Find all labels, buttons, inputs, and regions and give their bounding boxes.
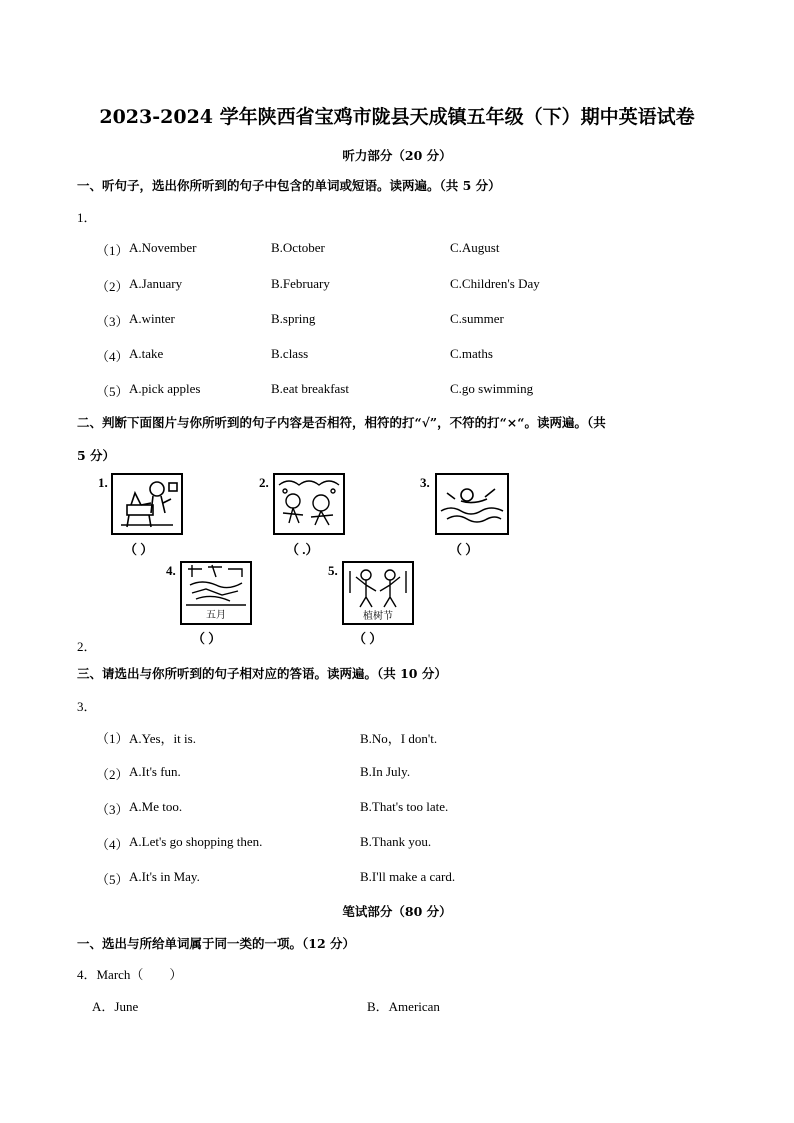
option-b: B.eat breakfast bbox=[271, 381, 349, 396]
picture-caption: 植树节 bbox=[363, 611, 393, 622]
part1-heading: 一、听句子，选出你所听到的句子中包含的单词或短语。读两遍。（共 5 分） bbox=[77, 178, 501, 193]
answer-parentheses[interactable]: （ ） bbox=[449, 542, 479, 557]
option-a: A.winter bbox=[129, 311, 175, 326]
option-a: A．June bbox=[92, 999, 139, 1014]
item-number: （3） bbox=[96, 802, 129, 817]
option-b: B.October bbox=[271, 240, 325, 255]
exam-title: 2023-2024 学年陕西省宝鸡市陇县天成镇五年级（下）期中英语试卷 bbox=[99, 106, 695, 128]
picture-label: 5. bbox=[328, 563, 338, 578]
question-number: 1． bbox=[77, 210, 97, 225]
option-a: A.November bbox=[129, 240, 197, 255]
item-number: （1） bbox=[96, 243, 129, 258]
option-c: C.August bbox=[450, 240, 500, 255]
option-a: A.January bbox=[129, 276, 183, 291]
answer-parentheses[interactable]: （ ） bbox=[192, 631, 222, 646]
part2-heading-line1: 二、判断下面图片与你所听到的句子内容是否相符，相符的打“√”，不符的打“×“。读两遍。（共 bbox=[77, 415, 606, 430]
dancing-picture bbox=[342, 561, 414, 625]
option-a: A.Let's go shopping then. bbox=[129, 834, 263, 849]
picture-label: 1. bbox=[98, 475, 108, 490]
option-c: C.Children's Day bbox=[450, 276, 540, 291]
option-b: B.February bbox=[271, 276, 330, 291]
part3-heading: 三、请选出与你所听到的句子相对应的答语。读两遍。（共 10 分） bbox=[77, 666, 447, 681]
option-a: A.Me too. bbox=[129, 799, 183, 814]
item-number: （4） bbox=[96, 349, 129, 364]
option-b: B．American bbox=[367, 999, 440, 1014]
option-c: C.go swimming bbox=[450, 381, 534, 396]
item-number: （5） bbox=[96, 384, 129, 399]
option-a: A.It's in May. bbox=[129, 869, 200, 884]
part4-heading: 一、选出与所给单词属于同一类的一项。（12 分） bbox=[77, 936, 355, 951]
item-number: （4） bbox=[96, 837, 129, 852]
swimming-picture bbox=[435, 473, 509, 535]
part2-heading-line2: 5 分） bbox=[77, 448, 116, 463]
answer-parentheses[interactable]: （ .） bbox=[286, 542, 319, 557]
picture-label: 4. bbox=[166, 563, 176, 578]
item-number: （3） bbox=[96, 314, 129, 329]
option-b: B.I'll make a card. bbox=[360, 869, 456, 884]
option-a: A.pick apples bbox=[129, 381, 201, 396]
option-b: B.In July. bbox=[360, 764, 411, 779]
option-a: A.It's fun. bbox=[129, 764, 181, 779]
picture-label: 3. bbox=[420, 475, 430, 490]
option-b: B.spring bbox=[271, 311, 316, 326]
picture-label: 2. bbox=[259, 475, 269, 490]
item-number: （5） bbox=[96, 872, 129, 887]
item-number: （1） bbox=[96, 731, 129, 746]
option-b: B.No，I don't. bbox=[360, 731, 438, 746]
option-c: C.maths bbox=[450, 346, 493, 361]
answer-parentheses[interactable]: （ ） bbox=[353, 631, 383, 646]
question-number: 2． bbox=[77, 639, 97, 654]
writing-section-header: 笔试部分（80 分） bbox=[342, 904, 452, 919]
option-c: C.summer bbox=[450, 311, 504, 326]
person-at-desk-picture bbox=[111, 473, 183, 535]
question-number: 3． bbox=[77, 699, 97, 714]
option-a: A.Yes，it is. bbox=[129, 731, 196, 746]
option-a: A.take bbox=[129, 346, 164, 361]
picture-caption: 五月 bbox=[206, 610, 226, 621]
question-4: 4．March（ ） bbox=[77, 967, 183, 982]
item-number: （2） bbox=[96, 767, 129, 782]
listening-section-header: 听力部分（20 分） bbox=[342, 148, 452, 163]
answer-parentheses[interactable]: （ ） bbox=[124, 542, 154, 557]
option-b: B.That's too late. bbox=[360, 799, 449, 814]
children-group-picture bbox=[273, 473, 345, 535]
option-b: B.class bbox=[271, 346, 309, 361]
item-number: （2） bbox=[96, 279, 129, 294]
may-day-picture bbox=[180, 561, 252, 625]
option-b: B.Thank you. bbox=[360, 834, 432, 849]
